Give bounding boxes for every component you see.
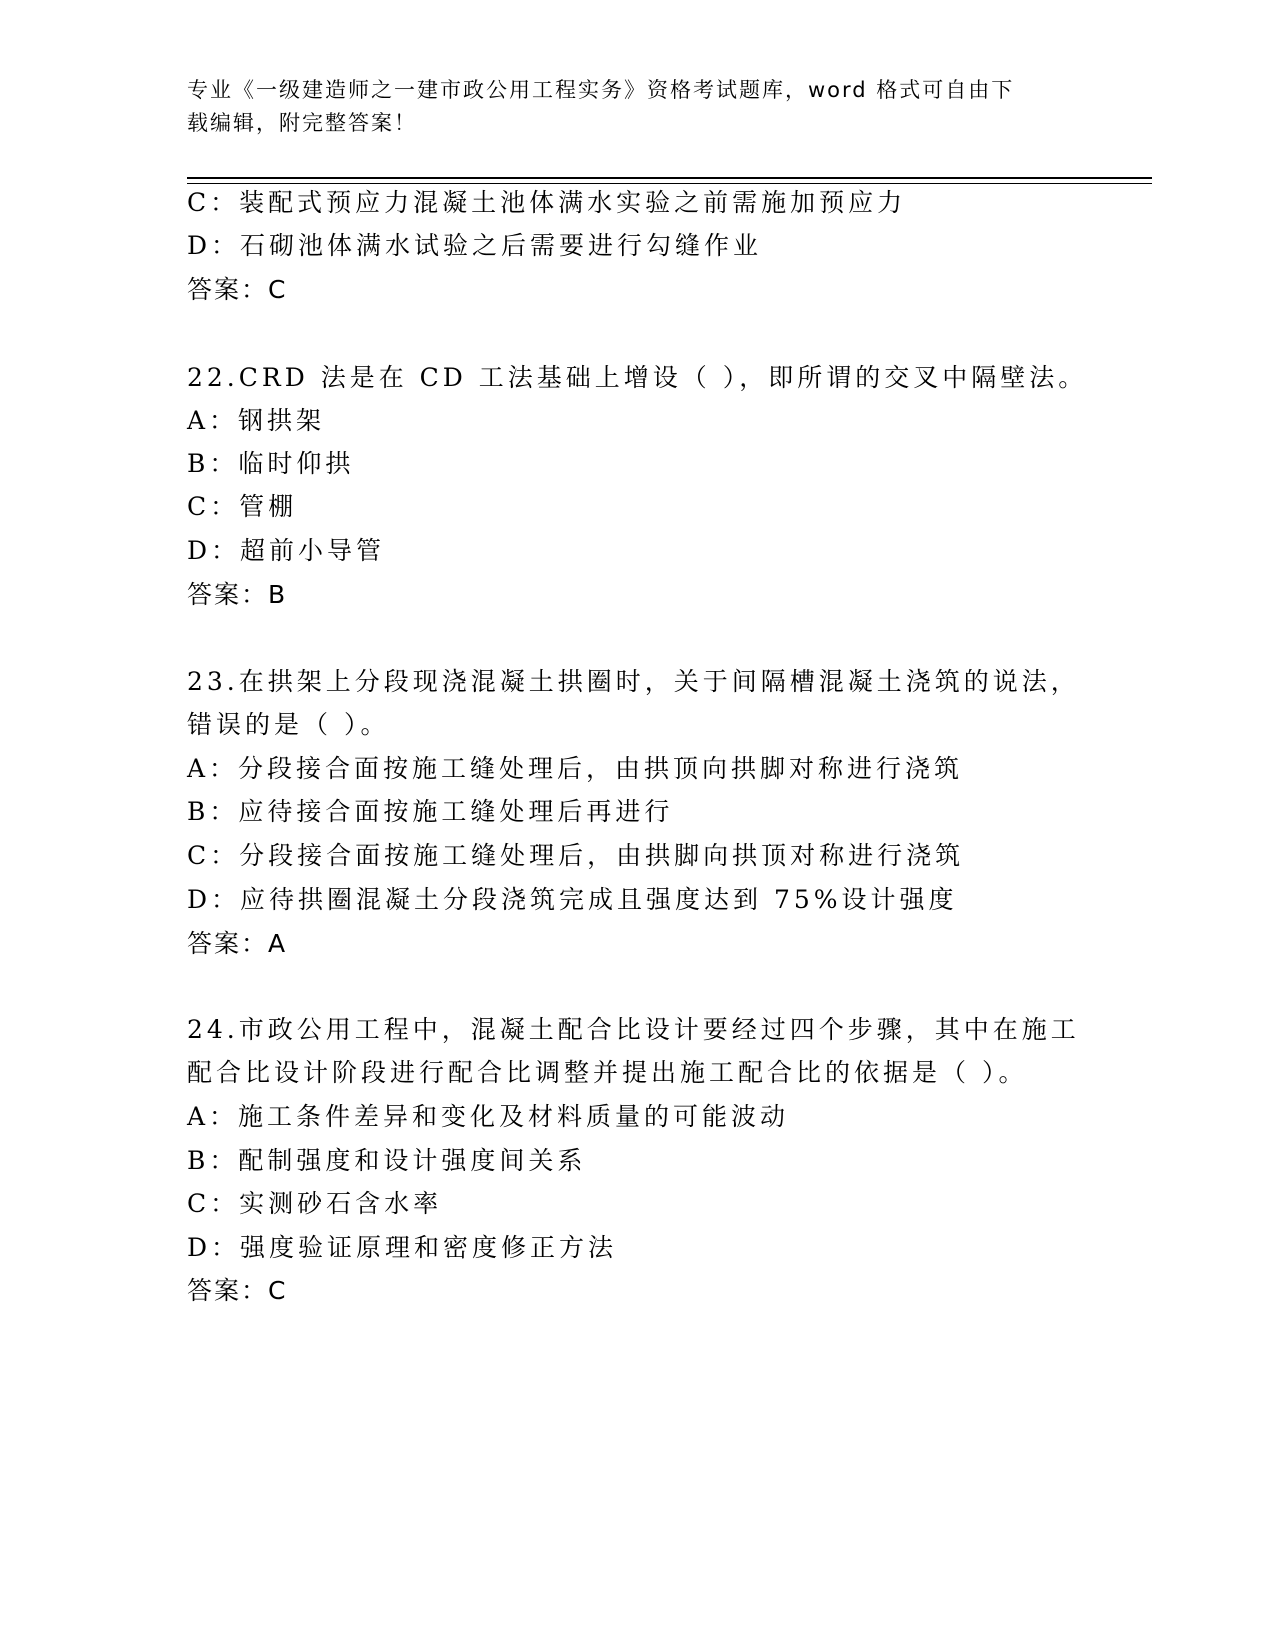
q22-option-c: C：管棚 bbox=[187, 492, 298, 521]
document-header bbox=[187, 74, 1087, 140]
q23-answer: 答案：A bbox=[187, 929, 288, 958]
prev-option-c: C：装配式预应力混凝土池体满水实验之前需施加预应力 bbox=[187, 188, 907, 217]
q22-stem: 22.CRD 法是在 CD 工法基础上增设（ ），即所谓的交叉中隔壁法。 bbox=[187, 363, 1088, 392]
q24-option-d: D：强度验证原理和密度修正方法 bbox=[187, 1233, 618, 1262]
q23-option-a: A：分段接合面按施工缝处理后，由拱顶向拱脚对称进行浇筑 bbox=[187, 754, 964, 783]
q24-answer: 答案：C bbox=[187, 1276, 288, 1305]
prev-answer: 答案：C bbox=[187, 275, 288, 304]
q24-stem-line-2: 配合比设计阶段进行配合比调整并提出施工配合比的依据是（ ）。 bbox=[187, 1058, 1028, 1087]
q22-option-b: B：临时仰拱 bbox=[187, 449, 355, 478]
header-line-2: 载编辑，附完整答案！ bbox=[187, 111, 417, 135]
header-rule-thin bbox=[187, 183, 1152, 184]
q22-answer: 答案：B bbox=[187, 580, 288, 609]
header-rule-thick bbox=[187, 177, 1152, 179]
q23-option-b: B：应待接合面按施工缝处理后再进行 bbox=[187, 797, 674, 826]
q24-option-c: C：实测砂石含水率 bbox=[187, 1189, 443, 1218]
header-line-1: 专业《一级建造师之一建市政公用工程实务》资格考试题库，word 格式可自由下 bbox=[187, 78, 1015, 102]
q22-option-d: D：超前小导管 bbox=[187, 536, 386, 565]
q24-option-b: B：配制强度和设计强度间关系 bbox=[187, 1146, 587, 1175]
q24-option-a: A：施工条件差异和变化及材料质量的可能波动 bbox=[187, 1102, 790, 1131]
q23-stem-line-2: 错误的是（ ）。 bbox=[187, 710, 390, 739]
q24-stem-line-1: 24.市政公用工程中，混凝土配合比设计要经过四个步骤，其中在施工 bbox=[187, 1015, 1080, 1044]
q22-option-a: A：钢拱架 bbox=[187, 406, 326, 435]
q23-option-c: C：分段接合面按施工缝处理后，由拱脚向拱顶对称进行浇筑 bbox=[187, 841, 965, 870]
q23-stem-line-1: 23.在拱架上分段现浇混凝土拱圈时，关于间隔槽混凝土浇筑的说法， bbox=[187, 667, 1080, 696]
prev-option-d: D：石砌池体满水试验之后需要进行勾缝作业 bbox=[187, 231, 763, 260]
q23-option-d: D：应待拱圈混凝土分段浇筑完成且强度达到 75%设计强度 bbox=[187, 885, 958, 914]
